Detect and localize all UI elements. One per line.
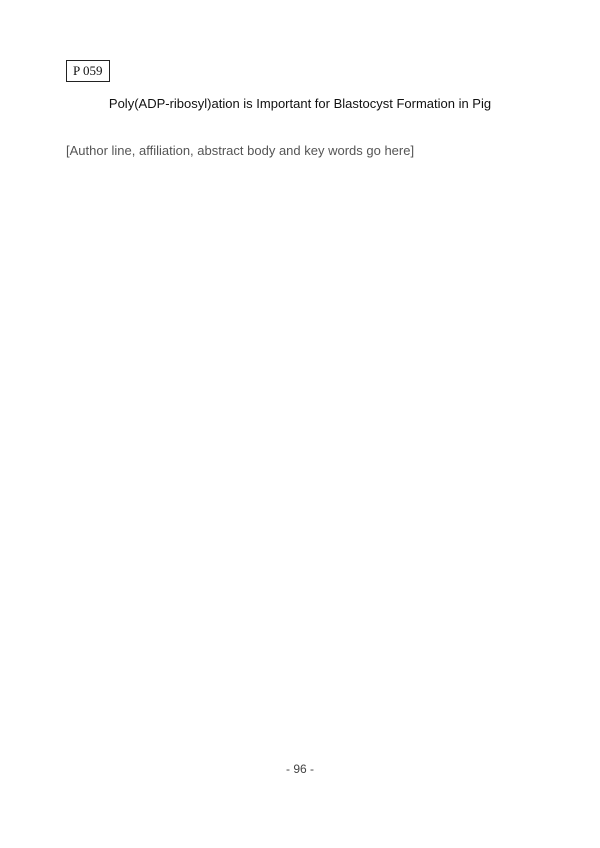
abstract-title: Poly(ADP-ribosyl)ation is Important for Blastocyst Formation in Pig xyxy=(108,96,492,111)
abstract-id-box xyxy=(66,60,110,82)
abstract-id: P 059 xyxy=(73,63,103,78)
abstract-body-placeholder: [Author line, affiliation, abstract body and key words go here] xyxy=(66,143,415,158)
page-number: - 96 - xyxy=(285,762,314,776)
